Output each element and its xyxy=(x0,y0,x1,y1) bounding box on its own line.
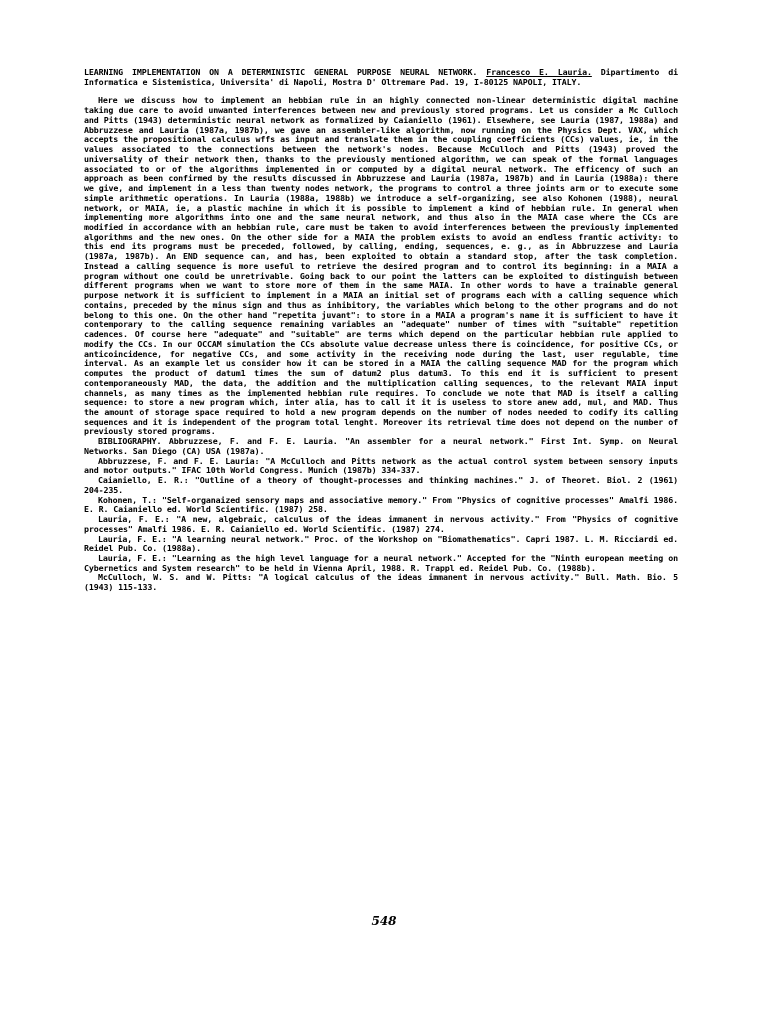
reference-item: McCulloch, W. S. and W. Pitts: "A logical calculus of the ideas immanent in nervous activity." Bull. Math. Bio. 5 (1943) 115-133. xyxy=(84,572,678,593)
reference-item: Caianiello, E. R.: "Outline of a theory of thought-processes and thinking machines." J. of Theoret. Biol. 2 (1961) 204-235. xyxy=(84,475,678,495)
author-name: Francesco E. Lauria. xyxy=(486,67,592,77)
page-number: 548 xyxy=(371,914,397,928)
page-content xyxy=(84,68,678,593)
header-block xyxy=(84,68,678,87)
reference-item: Lauria, F. E.: "Learning as the high level language for a neural network." Accepted for the "Ninth european meeting on Cybernetics and System research" to be held in Vienna April, 1988. R. Trappl ed. Reidel Pub. Co. (1988b). xyxy=(84,552,678,573)
paper-title: LEARNING IMPLEMENTATION ON A DETERMINISTIC GENERAL PURPOSE NEURAL NETWORK. xyxy=(84,67,478,77)
reference-item: BIBLIOGRAPHY. Abbruzzese, F. and F. E. Lauria. "An assembler for a neural network." First Int. Symp. on Neural Networks. San Diego (CA) USA (1987a). xyxy=(84,436,678,456)
reference-item: Lauria, F. E.: "A learning neural network." Proc. of the Workshop on "Biomathematics". Capri 1987. L. M. Ricciardi ed. Reidel Pub. Co. (1988a). xyxy=(84,533,678,554)
body-paragraph: Here we discuss how to implement an hebbian rule in an highly connected non-linear deterministic digital machine taking due care to avoid unwanted interferences between new and previously stored programs. Let us consider a Mc Culloch and Pitts (1943) deterministic neural network as formalized by Caianiello (1961). Elsewhere, see Lauria (1987, 1988a) and Abbruzzese and Lauria (1987a, 1987b), we gave an assembler-like algorithm, now running on the Physics Dept. VAX, which accepts the propositional calculus wffs as input and translate them in the coupling coefficients (CCs) values, ie, in the values associated to the connections between the network's nodes. Because McCulloch and Pitts (1943) proved the universality of their network then, thanks to the previously mentioned algorithm, we can speak of the formal languages associated to or of the algorithms implemented in or computed by a digital neural network. The efficency of such an approach as been confirmed by the results discussed in Abbruzzese and Lauria (1987a, 1987b) and in Lauria (1988a): there we give, and implement in a less than twenty nodes network, the programs to control a three joints arm or to execute some simple arithmetic operations. In Lauria (1988a, 1988b) we introduce a self-organizing, see also Kohonen (1988), neural network, or MAIA, ie, a plastic machine in which it is possible to implement a kind of hebbian rule. In general when implementing more algorithms into one and the same neural network, and thus also in the MAIA case where the CCs are modified in accordance with an hebbian rule, care must be taken to avoid interferences between the previously implemented algorithms and the new ones. On the other side for a MAIA the problem exists to avoid an endless frantic activity: to this end its programs must be preceded, followed, by calling, ending, sequences, e. g., as in Abbruzzese and Lauria (1987a, 1987b). An END sequence can, and has, been exploited to obtain a standard stop, after the task completion. Instead a calling sequence is more useful to retrieve the desired program and to control its beginning: in a MAIA a program without one could be unretrivable. Going back to our point the latters can be exploited to distinguish between different programs when we want to store more of them in the same MAIA. In other words to have a trainable general purpose network it is sufficient to implement in a MAIA an initial set of programs each with a calling sequence which contains, preceded by the minus sign and thus as inhibitory, the variables which belong to the other programs and do not belong to this one. On the other hand "repetita juvant": to store in a MAIA a program's name it is sufficient to have it contemporary to the calling sequence remaining variables an "adequate" number of times with "suitable" repetition cadences. Of course here "adequate" and "suitable" are terms which depend on the particular hebbian rule applied to modify the CCs. In our OCCAM simulation the CCs absolute value decrease unless there is coincidence, for positive CCs, or anticoincidence, for negative CCs, and some activity in the receiving node during the last, user regulable, time interval. As an example let us consider how it can be stored in a MAIA the calling sequence MAD for the program which computes the product of datum1 times the sum of datum2 plus datum3. To this end it is sufficient to present contemporaneously MAD, the data, the addition and the multiplication calling sequences, to the relevant MAIA input channels, as many times as the implemented hebbian rule requires. To conclude we note that MAD is itself a calling sequence: to store a new program which, inter alia, has to call it it is useless to store anew add, mul, and MAD. Thus the amount of storage space required to hold a new program depends on the number of nodes needed to codify its calling sequences and it is independent of the program total lenght. Moreover its retrieval time does not depend on the number of previously stored programs. xyxy=(84,95,678,437)
reference-item: Kohonen, T.: "Self-organaized sensory maps and associative memory." From "Physics of cognitive processes" Amalfi 1986. E. R. Caianiello ed. World Scientific. (1987) 258. xyxy=(84,494,678,515)
reference-item: Abbruzzese, F. and F. E. Lauria: "A McCulloch and Pitts network as the actual control system between sensory inputs and motor outputs." IFAC 10th World Congress. Munich (1987b) 334-337. xyxy=(84,455,678,476)
reference-item: Lauria, F. E.: "A new, algebraic, calculus of the ideas immanent in nervous activity." From "Physics of cognitive processes" Amalfi 1986. E. R. Caianiello ed. World Scientific. (1987) 274. xyxy=(84,514,678,534)
affiliation: Dipartimento di Informatica e Sistemistica, Universita' di Napoli, Mostra D' Oltremare Pad. 19, I-80125 NAPOLI, ITALY. xyxy=(84,67,678,87)
